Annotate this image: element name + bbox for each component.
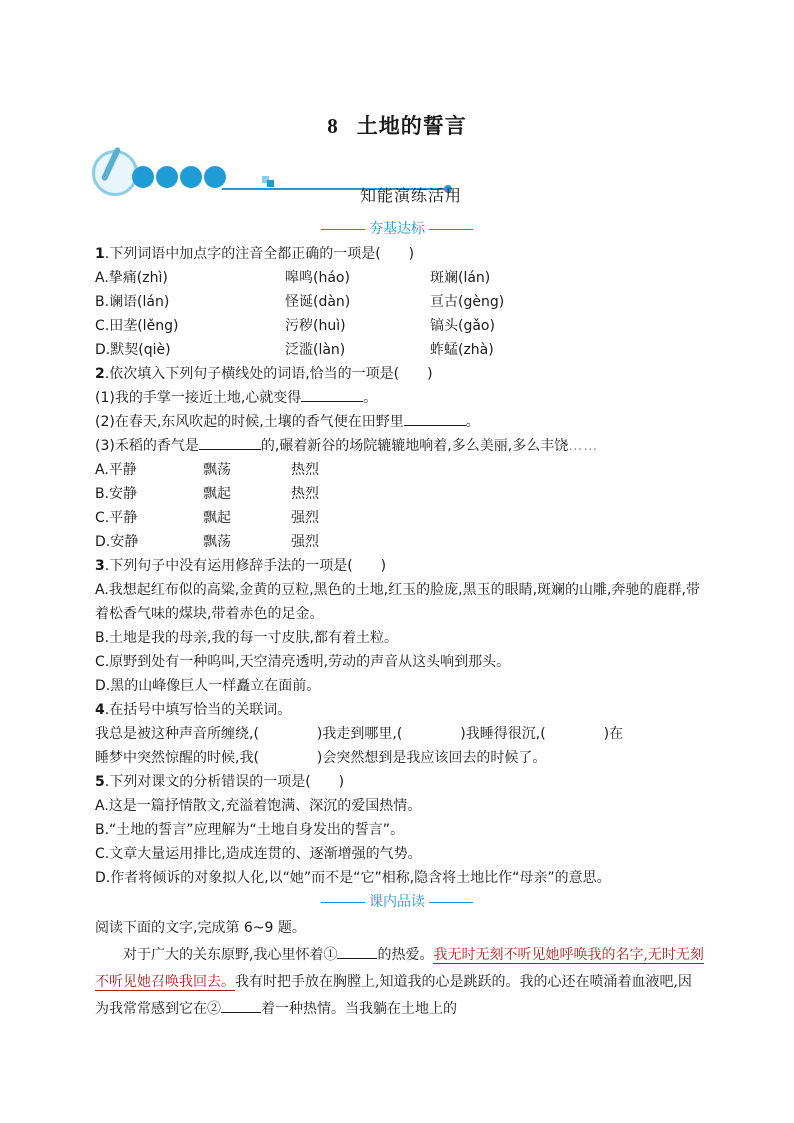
fill-blank[interactable]	[337, 944, 377, 959]
section-heading-reading: 课内品读	[0, 891, 794, 911]
option-row[interactable]: D.默契(qiè) 泛滥(làn) 蚱蜢(zhà)	[95, 342, 494, 358]
fill-blank[interactable]	[404, 411, 466, 426]
sentence-1: (1)我的手掌一接近土地,心就变得 。	[95, 386, 705, 410]
banner-dots	[132, 166, 226, 188]
dot-icon	[180, 166, 202, 188]
option-c[interactable]: C.文章大量运用排比,造成连贯的、逐渐增强的气势。	[95, 846, 422, 862]
q4-line-2: 睡梦中突然惊醒的时候,我( )会突然想到是我应该回去的时候了。	[95, 750, 547, 766]
option-row[interactable]: A.平静 飘荡 热烈	[95, 462, 319, 478]
option-row[interactable]: C.平静 飘起 强烈	[95, 510, 319, 526]
question-5: 5.下列对课文的分析错误的一项是( )	[95, 774, 345, 790]
question-3: 3.下列句子中没有运用修辞手法的一项是( )	[95, 558, 387, 574]
question-4: 4.在括号中填写恰当的关联词。	[95, 702, 292, 718]
option-a[interactable]: A.我想起红布似的高粱,金黄的豆粒,黑色的土地,红玉的脸庞,黑玉的眼睛,斑斓的山雕,奔驰的鹿群,带着松香气味的煤块,带着赤色的足金。	[95, 582, 700, 622]
section-heading-basics: 夯基达标	[0, 218, 794, 238]
option-c[interactable]: C.原野到处有一种呜叫,天空清亮透明,劳动的声音从这头响到那头。	[95, 654, 511, 670]
option-row[interactable]: A.挚痛(zhì) 嗥鸣(háo) 斑斓(lán)	[95, 270, 491, 286]
dot-icon	[204, 166, 226, 188]
lesson-title: 土地的誓言	[356, 114, 467, 138]
option-row[interactable]: B.谰语(lán) 怪诞(dàn) 亘古(gèng)	[95, 294, 505, 310]
section-banner	[92, 150, 512, 206]
option-b[interactable]: B.土地是我的母亲,我的每一寸皮肤,都有着土粒。	[95, 630, 398, 646]
question-1: 1.下列词语中加点字的注音全都正确的一项是( )	[95, 246, 415, 262]
option-d[interactable]: D.黑的山峰像巨人一样矗立在面前。	[95, 678, 321, 694]
reading-instruction: 阅读下面的文字,完成第 6~9 题。	[95, 920, 306, 936]
fill-blank[interactable]	[301, 387, 363, 402]
passage-text: 对于广大的关东原野,我心里怀着① 的热爱。我无时无刻不听见她呼唤我的名字,无时无刻不听见她召唤我回去。我有时把手放在胸膛上,知道我的心是跳跃的。我的心还在喷涌着血液吧,因为我常常感到它在② 着一种热情。当我躺在土地上的	[95, 942, 705, 1023]
square-icon	[267, 180, 274, 187]
highlighted-sentence: 我无时无刻不听见她呼唤我的名字,无时无刻不听见她召唤我回去。	[95, 947, 704, 990]
page-title	[0, 110, 794, 140]
option-d[interactable]: D.作者将倾诉的对象拟人化,以“她”而不是“它”相称,隐含将土地比作“母亲”的意思。	[95, 870, 611, 886]
option-a[interactable]: A.这是一篇抒情散文,充溢着饱满、深沉的爱国热情。	[95, 798, 422, 814]
option-row[interactable]: C.田垄(lěng) 污秽(huì) 镐头(gǎo)	[95, 318, 495, 334]
exercise-list	[95, 242, 705, 890]
option-row[interactable]: D.安静 飘荡 强烈	[95, 534, 319, 550]
q4-line-1: 我总是被这种声音所缠绕,( )我走到哪里,( )我睡得很沉,( )在	[95, 726, 624, 742]
question-2: 2.依次填入下列句子横线处的词语,恰当的一项是( )	[95, 366, 433, 382]
option-b[interactable]: B.“土地的誓言”应理解为“土地自身发出的誓言”。	[95, 822, 405, 838]
fill-blank[interactable]	[221, 998, 261, 1013]
option-row[interactable]: B.安静 飘起 热烈	[95, 486, 319, 502]
reading-passage	[95, 915, 705, 1023]
dot-icon	[156, 166, 178, 188]
sentence-3: (3)禾稻的香气是 的,碾着新谷的场院辘辘地响着,多么美丽,多么丰饶……	[95, 434, 705, 458]
lesson-number: 8	[327, 114, 339, 138]
banner-label: 知能演练活用	[360, 186, 463, 205]
fill-blank[interactable]	[199, 435, 261, 450]
dot-icon	[132, 166, 154, 188]
sentence-2: (2)在春天,东风吹起的时候,土壤的香气便在田野里 。	[95, 410, 705, 434]
